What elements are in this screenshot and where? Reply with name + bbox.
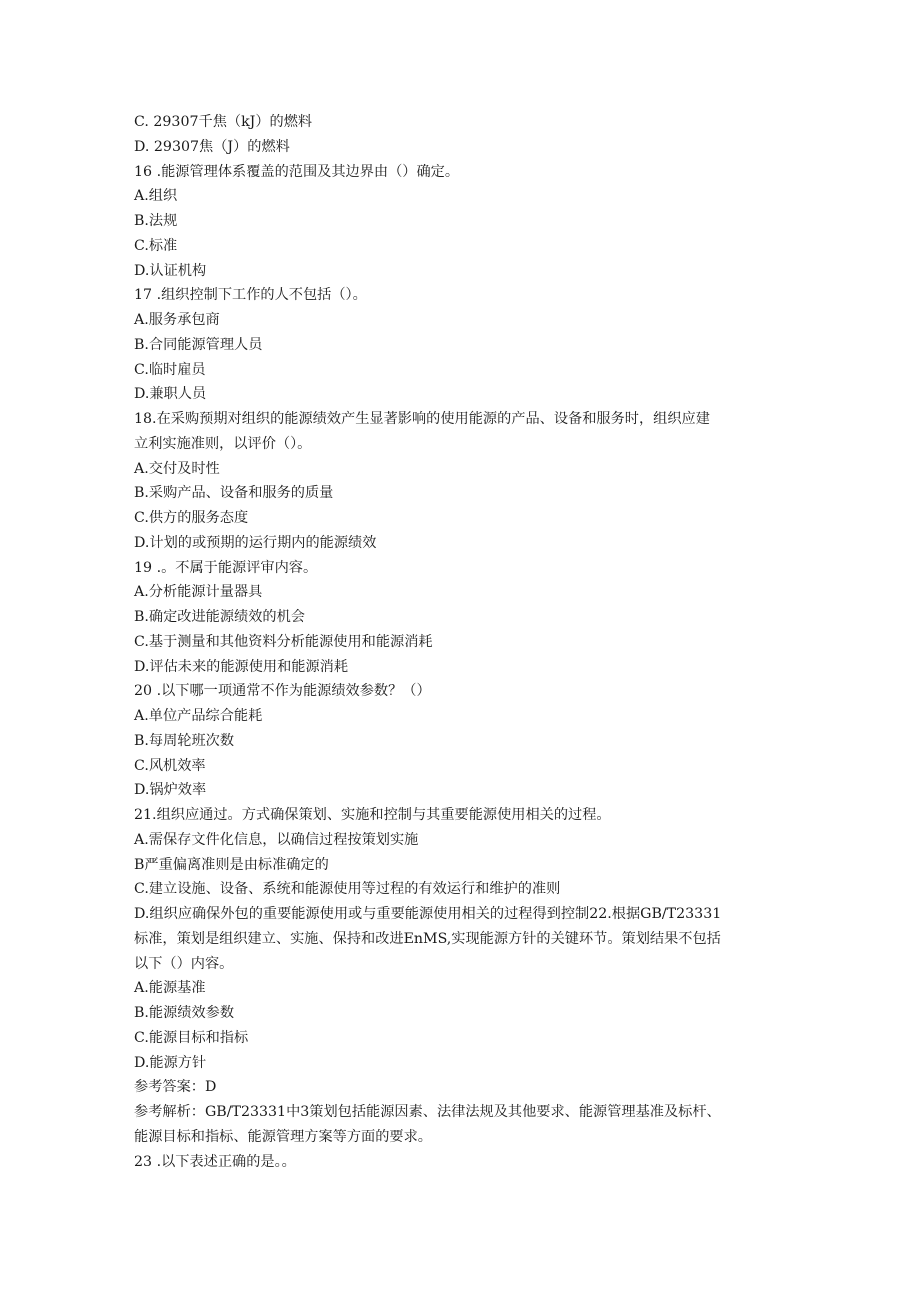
- option-line: D.组织应确保外包的重要能源使用或与重要能源使用相关的过程得到控制22.根据GB/T23331: [134, 906, 722, 922]
- reference-explanation: 参考解析：GB/T23331中3策划包括能源因素、法律法规及其他要求、能源管理基准及标杆、: [134, 1104, 721, 1120]
- reference-answer: 参考答案：D: [134, 1079, 217, 1096]
- option-line: C.基于测量和其他资料分析能源使用和能源消耗: [134, 633, 433, 650]
- option-line: C.能源目标和指标: [134, 1029, 249, 1046]
- option-line: A.能源基准: [134, 980, 206, 997]
- option-line: B.采购产品、设备和服务的质量: [134, 485, 334, 502]
- option-line: D.能源方针: [134, 1054, 207, 1071]
- option-line: A.组织: [134, 188, 178, 205]
- option-line: A.需保存文件化信息，以确信过程按策划实施: [134, 831, 419, 848]
- option-line: D.兼职人员: [134, 386, 207, 403]
- option-line: B.能源绩效参数: [134, 1005, 235, 1021]
- option-line: B.法规: [134, 213, 178, 229]
- option-line: B.确定改进能源绩效的机会: [134, 609, 305, 625]
- option-line: A.分析能源计量器具: [134, 584, 263, 601]
- option-line: C.临时雇员: [134, 361, 206, 378]
- option-line: D.计划的或预期的运行期内的能源绩效: [134, 534, 377, 551]
- question-18-cont: 立利实施准则，以评价（）。: [134, 435, 312, 452]
- text-line: C. 29307千焦（kJ）的燃料: [134, 114, 313, 130]
- question-19: 19 .。不属于能源评审内容。: [134, 559, 318, 576]
- option-line: A.交付及时性: [134, 460, 220, 477]
- option-line: B.合同能源管理人员: [134, 336, 263, 353]
- document-body: [134, 110, 774, 1174]
- question-22-cont: 标准，策划是组织建立、实施、保持和改进EnMS,实现能源方针的关键环节。策划结果不包括: [134, 930, 721, 947]
- option-line: B.每周轮班次数: [134, 732, 235, 749]
- option-line: C.风机效率: [134, 757, 206, 774]
- question-22-cont: 以下（）内容。: [134, 955, 234, 972]
- option-line: B严重偏离准则是由标准确定的: [134, 856, 329, 873]
- option-line: D.锅炉效率: [134, 782, 207, 799]
- option-line: C.建立设施、设备、系统和能源使用等过程的有效运行和维护的准则: [134, 881, 561, 898]
- option-line: C.供方的服务态度: [134, 510, 249, 526]
- question-21: 21.组织应通过。方式确保策划、实施和控制与其重要能源使用相关的过程。: [134, 807, 611, 823]
- text-line: D. 29307焦（J）的燃料: [134, 138, 290, 155]
- option-line: D.评估未来的能源使用和能源消耗: [134, 658, 349, 675]
- option-line: C.标准: [134, 237, 178, 254]
- question-23: 23 .以下表述正确的是。。: [134, 1153, 296, 1170]
- question-16: 16 .能源管理体系覆盖的范围及其边界由（）确定。: [134, 163, 460, 180]
- reference-explanation-cont: 能源目标和指标、能源管理方案等方面的要求。: [134, 1128, 432, 1145]
- question-20: 20 .以下哪一项通常不作为能源绩效参数？（）: [134, 683, 431, 700]
- question-17: 17 .组织控制下工作的人不包括（）。: [134, 287, 367, 304]
- question-18: 18.在采购预期对组织的能源绩效产生显著影响的使用能源的产品、设备和服务时，组织应建: [134, 411, 710, 427]
- option-line: D.认证机构: [134, 262, 207, 279]
- option-line: A.服务承包商: [134, 312, 220, 328]
- option-line: A.单位产品综合能耗: [134, 708, 263, 724]
